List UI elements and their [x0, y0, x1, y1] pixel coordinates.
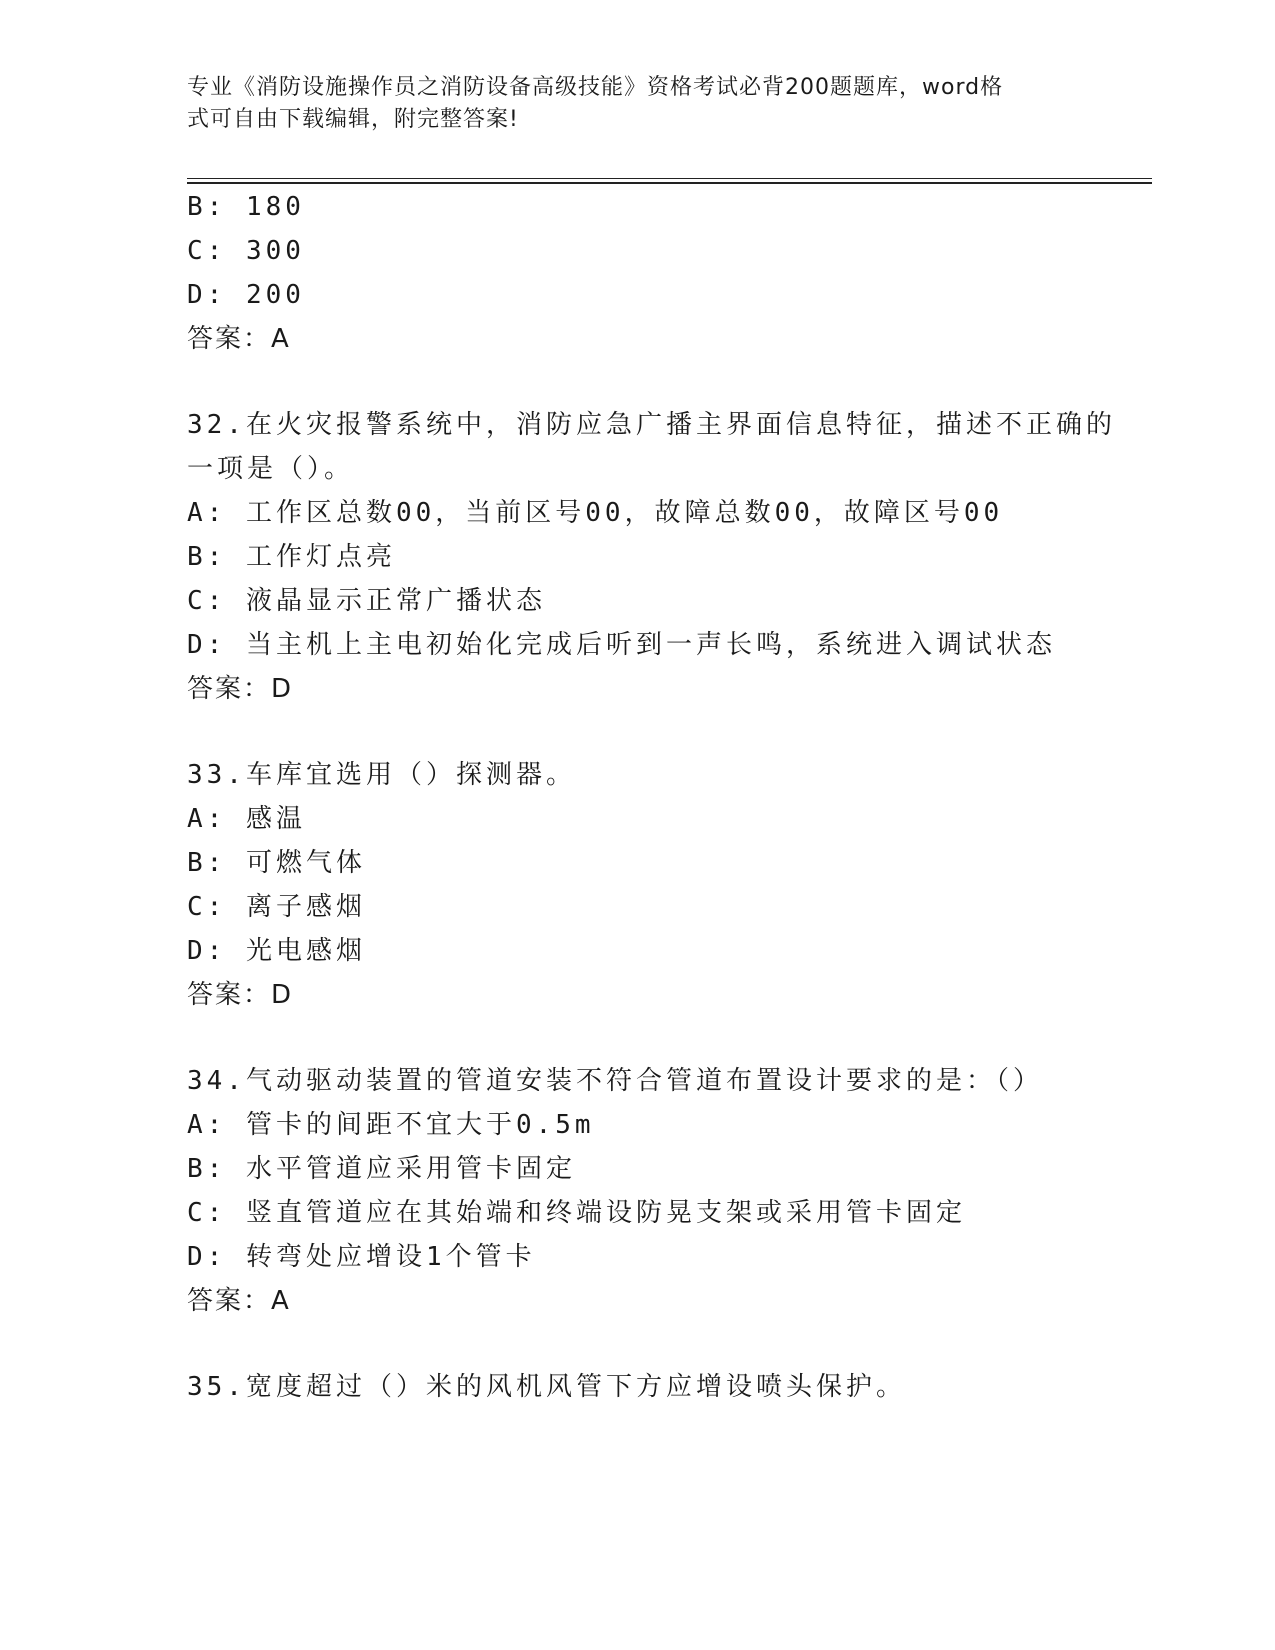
q34-option-b: B: 水平管道应采用管卡固定: [187, 1154, 576, 1184]
q31-option-d: D: 200: [187, 280, 305, 310]
q34-option-d: D: 转弯处应增设1个管卡: [187, 1242, 536, 1272]
q32-option-b: B: 工作灯点亮: [187, 542, 396, 572]
q34-option-a: A: 管卡的间距不宜大于0.5m: [187, 1110, 595, 1140]
q34-option-c: C: 竖直管道应在其始端和终端设防晃支架或采用管卡固定: [187, 1198, 966, 1228]
q31-option-b: B: 180: [187, 192, 305, 222]
q33-option-d: D: 光电感烟: [187, 936, 366, 966]
q33-option-b: B: 可燃气体: [187, 848, 366, 878]
q32-answer: 答案：D: [187, 674, 294, 704]
q32-option-c: C: 液晶显示正常广播状态: [187, 586, 546, 616]
q32-stem-line-2: 一项是（）。: [187, 454, 355, 484]
q31-option-c: C: 300: [187, 236, 305, 266]
header-rule-thick: [187, 182, 1152, 184]
q34-answer: 答案：A: [187, 1286, 291, 1316]
page-header: [187, 72, 1067, 136]
q34-stem: 34.气动驱动装置的管道安装不符合管道布置设计要求的是：（）: [187, 1066, 1043, 1096]
q33-answer: 答案：D: [187, 980, 294, 1010]
header-rule-thin: [187, 178, 1152, 179]
header-line-2: 式可自由下载编辑，附完整答案!: [187, 107, 519, 132]
header-line-1: 专业《消防设施操作员之消防设备高级技能》资格考试必背200题题库，word格: [187, 75, 1004, 100]
q32-stem-line-1: 32.在火灾报警系统中，消防应急广播主界面信息特征，描述不正确的: [187, 410, 1116, 440]
q32-option-d: D: 当主机上主电初始化完成后听到一声长鸣，系统进入调试状态: [187, 630, 1056, 660]
q33-option-c: C: 离子感烟: [187, 892, 366, 922]
q32-option-a: A: 工作区总数00，当前区号00，故障总数00，故障区号00: [187, 498, 1004, 528]
q33-stem: 33.车库宜选用（）探测器。: [187, 760, 576, 790]
q35-stem: 35.宽度超过（）米的风机风管下方应增设喷头保护。: [187, 1372, 906, 1402]
q33-option-a: A: 感温: [187, 804, 306, 834]
q31-answer: 答案：A: [187, 324, 291, 354]
